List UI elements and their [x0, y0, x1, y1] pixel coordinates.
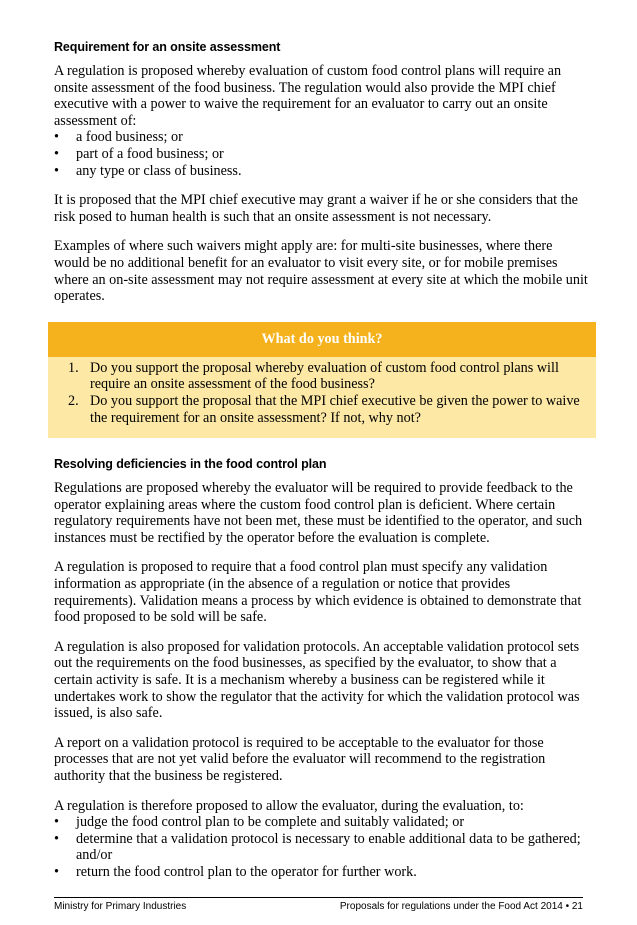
page-content — [54, 40, 590, 894]
question-item: 1. Do you support the proposal whereby evaluation of custom food control plans will require an onsite assessment of the food business? — [68, 359, 559, 393]
question-box-body — [48, 357, 596, 438]
list-item: • return the food control plan to the operator for further work. — [54, 863, 417, 880]
section-heading-resolving-deficiencies: Resolving deficiencies in the food control plan — [54, 457, 327, 472]
footer-org: Ministry for Primary Industries — [54, 901, 187, 912]
question-item: 2. Do you support the proposal that the MPI chief executive be given the power to waive the requirement for an onsite assessment? If not, why not? — [68, 392, 580, 426]
paragraph: Regulations are proposed whereby the evaluator will be required to provide feedback to the operator explaining areas where the custom food control plan is deficient. Where certain regulatory requirements have not been met, these must be identified to the operator, and such instances must be rectified by the operator before the evaluation is complete. — [54, 480, 583, 546]
list-item: • determine that a validation protocol is necessary to enable additional data to be gathered; and/or — [54, 830, 581, 864]
paragraph: A report on a validation protocol is required to be acceptable to the evaluator for those processes that are not yet valid before the evaluator will recommend to the registration authority that the business be registered. — [54, 734, 546, 784]
bullet-list-evaluator-actions — [54, 814, 590, 880]
list-item: • part of a food business; or — [54, 145, 224, 162]
bullet-icon: • — [54, 162, 59, 179]
question-box-title: What do you think? — [48, 322, 596, 357]
list-item: • any type or class of business. — [54, 162, 242, 179]
bullet-icon: • — [54, 145, 59, 162]
bullet-icon: • — [54, 863, 59, 880]
bullet-icon: • — [54, 814, 59, 831]
paragraph: A regulation is proposed whereby evaluation of custom food control plans will require an onsite assessment of the food business. The regulation would also provide the MPI chief executive with a power to waive the requirement for an evaluator to carry out an onsite assessment of: — [54, 63, 562, 129]
paragraph: It is proposed that the MPI chief executive may grant a waiver if he or she considers that the risk posed to human health is such that an onsite assessment is not necessary. — [54, 192, 578, 225]
paragraph: A regulation is also proposed for validation protocols. An acceptable validation protocol sets out the requirements on the food businesses, as specified by the evaluator, to show that a certain activity is safe. It is a mechanism whereby a business can be registered while it undertakes work to show the regulator that the activity for which the validation protocol was issued, is also safe. — [54, 638, 580, 722]
page-footer — [54, 897, 583, 912]
paragraph: A regulation is proposed to require that a food control plan must specify any validation information as appropriate (in the absence of a regulation or notice that provides requirements). Validation means a process by which evidence is obtained to demonstrate that food proposed to be sold will be safe. — [54, 559, 582, 626]
section-heading-onsite-assessment: Requirement for an onsite assessment — [54, 40, 281, 54]
footer-page-title: Proposals for regulations under the Food Act 2014 • 21 — [339, 901, 583, 912]
bullet-icon: • — [54, 830, 59, 847]
paragraph: A regulation is therefore proposed to allow the evaluator, during the evaluation, to: — [54, 797, 524, 814]
list-item: • judge the food control plan to be complete and suitably validated; or — [54, 814, 465, 831]
question-list — [68, 360, 586, 426]
question-box — [48, 322, 596, 438]
bullet-list-business-types — [54, 129, 590, 179]
paragraph: Examples of where such waivers might apply are: for multi-site businesses, where there would be no additional benefit for an evaluator to visit every site, or for mobile premises where an on-site assessment may not require assessment at every site at which the mobile unit operates. — [54, 238, 588, 305]
list-item: • a food business; or — [54, 129, 183, 146]
bullet-icon: • — [54, 129, 59, 146]
